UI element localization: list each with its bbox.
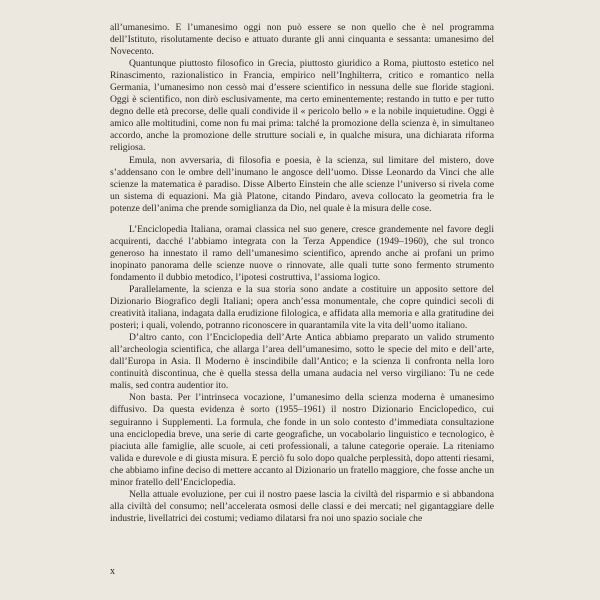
paragraph-8: Nella attuale evoluzione, per cui il nostro paese lascia la civiltà del risparmio e si abbandona alla civiltà del consumo; nell’accelerata osmosi delle classi e dei mercati; nel gigantaggiare delle industrie, livellatrici dei costumi; vediamo dilatarsi fra noi uno spazio sociale che: [110, 488, 494, 524]
page-number: x: [110, 566, 115, 577]
paragraph-4: L’Enciclopedia Italiana, oramai classica nel suo genere, cresce grandemente nel favore degli acquirenti, dacché l’abbiamo integrata con la Terza Appendice (1949–1960), che sul tronco generoso ha innestato il ramo dell’umanesimo scientifico, aprendo anche ai profani un primo inopinato panorama delle scienze nuove o rinnovate, alle quali tutte sono fermento strumento fondamento il dubbio metodico, l’ipotesi costruttiva, l’assioma logico.: [110, 223, 494, 283]
paragraph-6: D’altro canto, con l’Enciclopedia dell’Arte Antica abbiamo preparato un valido strumento all’archeologia scientifica, che allarga l’area dell’umanesimo, sotto le specie del mito e dell’arte, dall’Europa in Asia. Il Moderno è inscindibile dall’Antico; e la scienza li confronta nella loro continuità discontinua, che è quella stessa della umana audacia nel verso virgiliano: Tu ne cede malis, sed contra audentior ito.: [110, 332, 494, 392]
section-gap: [110, 215, 494, 224]
paragraph-3: Emula, non avversaria, di filosofia e poesia, è la scienza, sul limitare del mistero, dove s’addensano con le ombre dell’inumano le angosce dell’uomo. Disse Leonardo da Vinci che alle scienze la matematica è paradiso. Disse Alberto Einstein che alle scienze l’universo si rivela come un sistema di equazioni. Ma già Platone, citando Pindaro, aveva collocato la geometria fra le potenze dell’anima che prende somiglianza da Dio, nel quale è la misura delle cose.: [110, 154, 494, 214]
paragraph-5: Parallelamente, la scienza e la sua storia sono andate a costituire un apposito settore del Dizionario Biografico degli Italiani; opera anch’essa monumentale, che copre quindici secoli di creatività italiana, indagata dalla erudizione filologica, e affidata alla memoria e alla gratitudine dei posteri; i quali, volendo, potranno riconoscere in quarantamila vite la vita dell’uomo italiano.: [110, 283, 494, 332]
paragraph-7: Non basta. Per l’intrinseca vocazione, l’umanesimo della scienza moderna è umanesimo diffusivo. Da questa evidenza è sorto (1955–1961) il nostro Dizionario Enciclopedico, cui seguiranno i Supplementi. La formula, che fonde in un solo contesto d’immediata consultazione una enciclopedia breve, una serie di carte geografiche, un vocabolario linguistico e tecnologico, è piaciuta alle famiglie, alle scuole, ai ceti professionali, a talune categorie operaie. La riteniamo valida e durevole e di giusta misura. E perciò fu solo dopo qualche perplessità, dopo attenti riesami, che abbiamo infine deciso di mettere accanto al Dizionario un fratello maggiore, che fosse anche un minor fratello dell’Enciclopedia.: [110, 392, 494, 488]
paragraph-2: Quantunque piuttosto filosofico in Grecia, piuttosto giuridico a Roma, piuttosto estetico nel Rinascimento, razionalistico in Francia, empirico nell’Inghilterra, critico e romantico nella Germania, l’umanesimo non cessò mai d’essere scientifico in nessuna delle sue floride stagioni. Oggi è scientifico, non dirò esclusivamente, ma certo eminentemente; restando in tutto e per tutto degno delle età precorse, delle quali condivide il « pericolo bello » e la nobile inquietudine. Oggi è amico alle moltitudini, come non fu mai prima: talché la promozione della scienza è, in simultaneo accordo, anche la promozione delle strutture sociali e, in qualche misura, una dichiarata riforma religiosa.: [110, 58, 494, 154]
paragraph-1: all’umanesimo. E l’umanesimo oggi non può essere se non quello che è nel programma dell’Istituto, risolutamente deciso e attuato durante gli anni cinquanta e sessanta: umanesimo del Novecento.: [110, 22, 494, 58]
body-text: [110, 22, 494, 525]
